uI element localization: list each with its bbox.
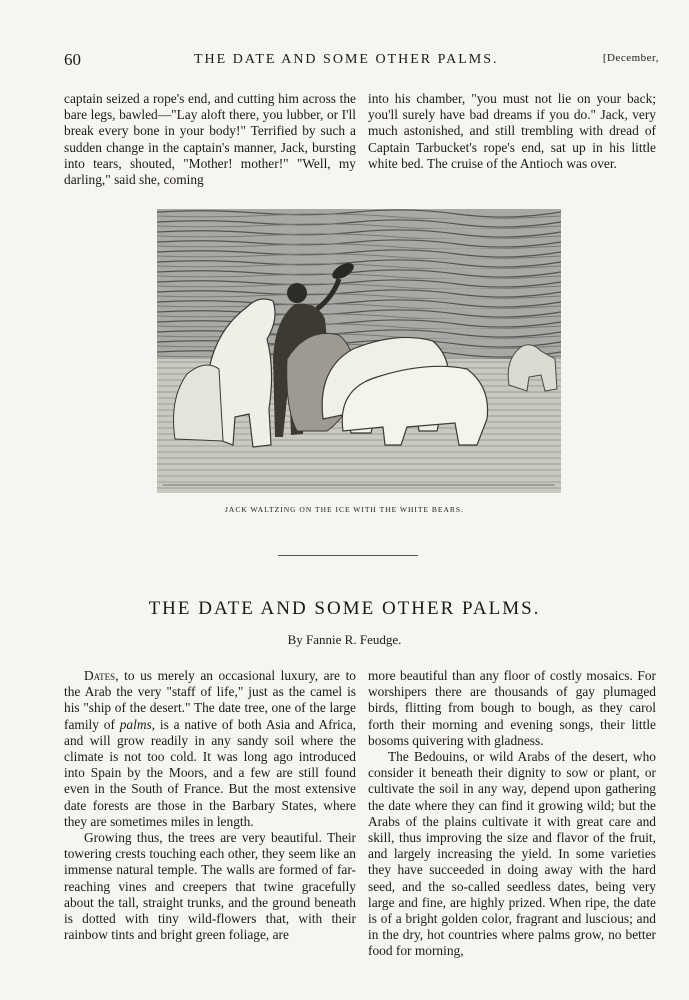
drop-lead-word: Dates — [84, 668, 116, 683]
running-title: THE DATE AND SOME OTHER PALMS. — [194, 52, 499, 67]
running-month: [December, — [602, 52, 659, 64]
paragraph-text: , to us merely an occasional luxury, are to the Arab the very "staff of life," just as the camel is his "ship of the desert." The date tree, one of the large family of — [64, 668, 356, 732]
engraving-illustration — [157, 209, 561, 493]
paragraph: more beautiful than any floor of costly mosaics. For worshipers there are thousands of gay plumaged birds, flitting from bough to bough, as they carol forth their morning and evening songs, their little bosoms quivering with gladness. — [368, 668, 656, 748]
paragraph-text: , is a native of both Asia and Africa, and will grow readily in any sandy soil where the climate is not too cold. It was long ago introduced into Spain by the Moors, and a few are still found even in the South of France. But the most extensive date forests are those in the Barbary States, where they are sometimes miles in length. — [64, 716, 356, 829]
paragraph — [64, 668, 356, 830]
paragraph: Growing thus, the trees are very beautiful. Their towering crests touching each other, they seem like an immense natural temple. The walls are formed of far-reaching vines and creepers that twine gracefully about the tall, straight trunks, and the ground beneath is dotted with tiny wild-flowers that, with their rainbow tints and bright green foliage, are — [64, 830, 356, 943]
page-number: 60 — [64, 50, 81, 69]
polar-bears-engraving — [157, 209, 561, 493]
paragraph: captain seized a rope's end, and cutting him across the bare legs, bawled—"Lay aloft there, you lubber, or I'll break every bone in your body!" Terrified by such a sudden change in the captain's manner, Jack, bursting into tears, shouted, "Mother! mother!" "Well, my darling," said she, coming — [64, 91, 356, 188]
paragraph: into his chamber, "you must not lie on your back; you'll surely have bad dreams if you do." Jack, very much astonished, and still trembling with dread of Captain Tarbucket's rope's end, sat up in his little white bed. The cruise of the Antioch was over. — [368, 91, 656, 171]
top-right-column — [368, 91, 656, 172]
illustration-caption: JACK WALTZING ON THE ICE WITH THE WHITE BEARS. — [225, 505, 464, 514]
italic-word: palms — [119, 716, 152, 732]
paragraph: The Bedouins, or wild Arabs of the desert, who consider it beneath their dignity to sow or plant, or cultivate the soil in any way, depend upon gathering the date where they can find it growing wild; but the Arabs of the plains cultivate it with great care and skill, thus improving the size and flavor of the fruit, and largely increasing the yield. In some varieties they have succeeded in doing away with the hard seed, and the so-called seedless dates, being very large and fine, are highly prized. When ripe, the date is of a bright golden color, fragrant and luscious; and in the dry, hot countries where palms grow, no better food for morning, — [368, 749, 656, 959]
top-left-column — [64, 91, 356, 188]
bottom-right-column — [368, 668, 656, 960]
page-header — [64, 50, 659, 72]
bottom-left-column — [64, 668, 356, 943]
article-byline: By Fannie R. Feudge. — [287, 632, 402, 647]
article-title: THE DATE AND SOME OTHER PALMS. — [148, 598, 541, 619]
section-divider — [278, 555, 418, 556]
